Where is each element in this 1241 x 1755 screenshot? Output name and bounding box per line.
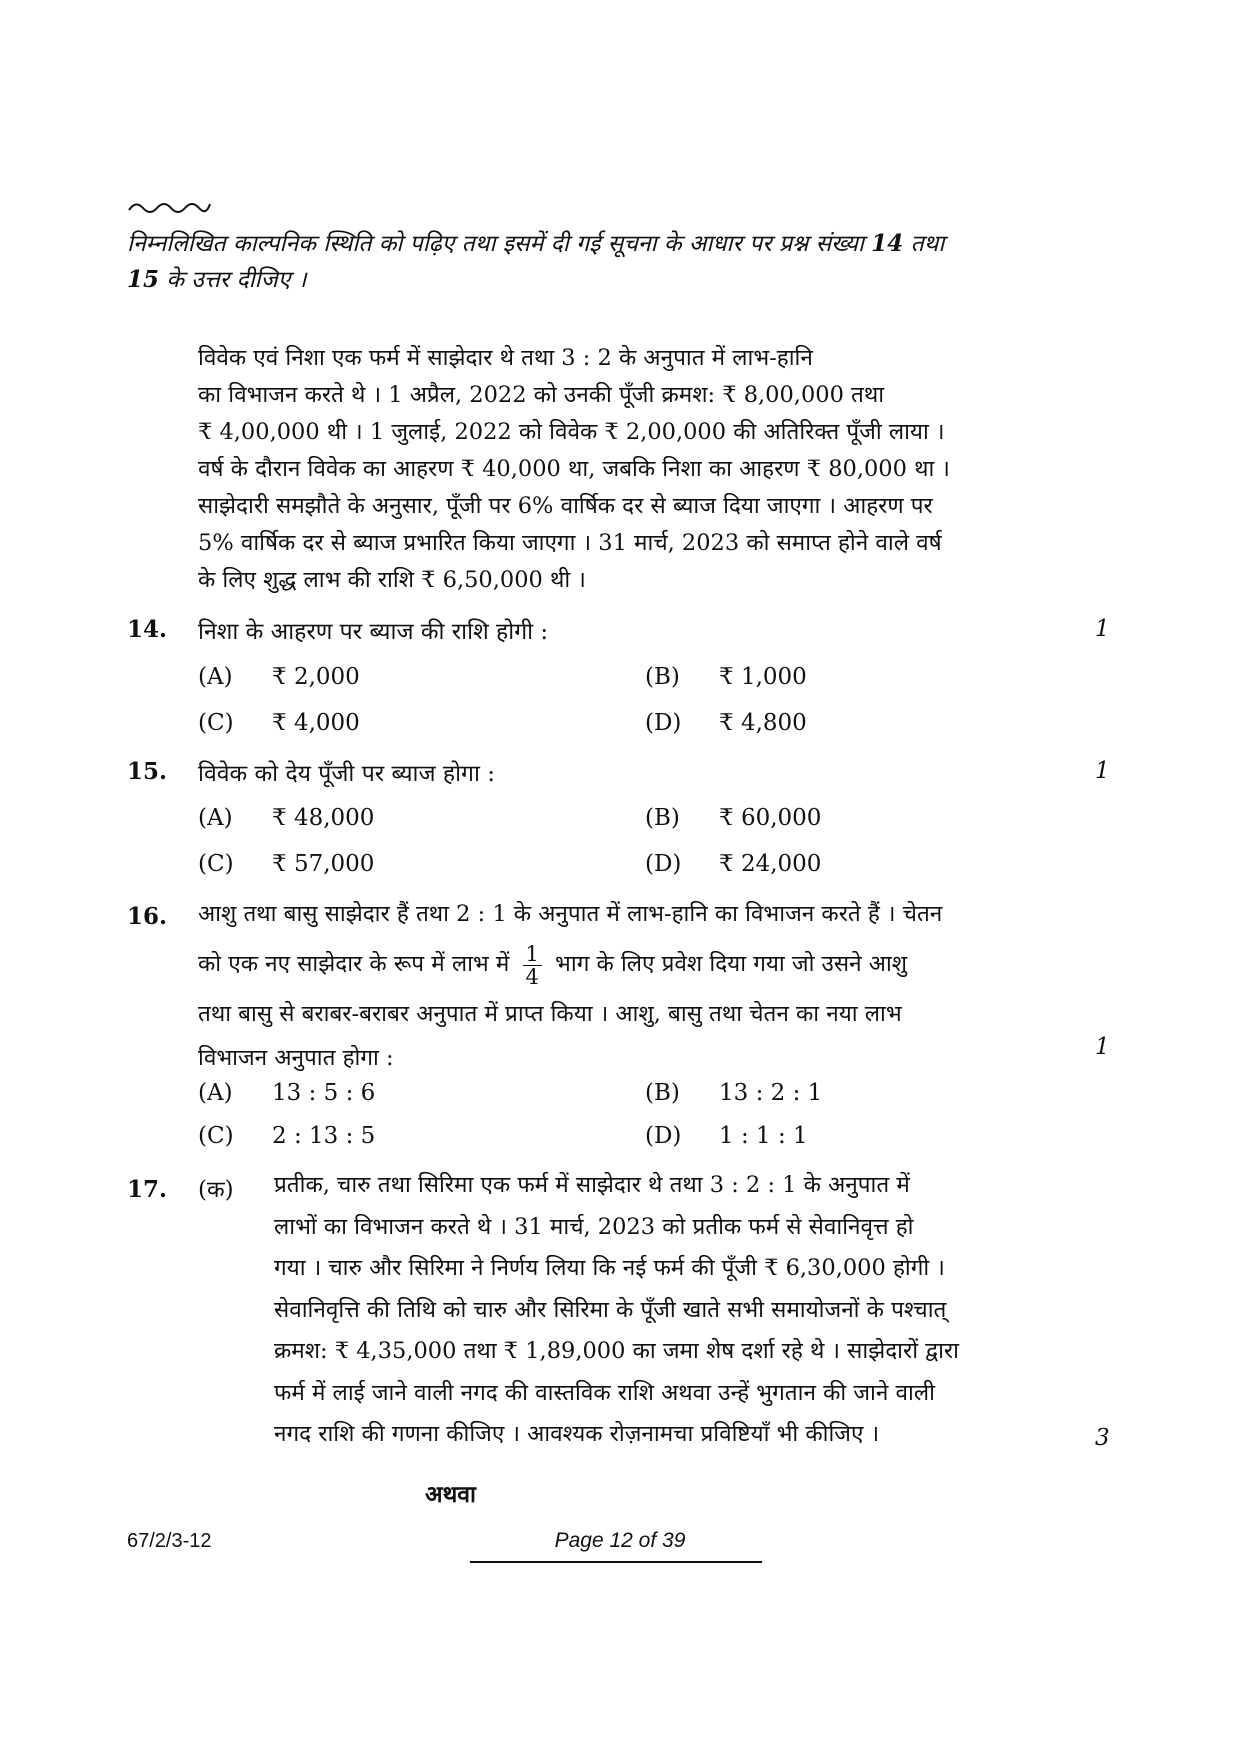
wave-ornament-icon (127, 196, 212, 218)
option-c: (C) ₹ 57,000 (198, 851, 375, 877)
page-number: Page 12 of 39 (554, 1529, 686, 1552)
passage-line: वर्ष के दौरान विवेक का आहरण ₹ 40,000 था, जबकि निशा का आहरण ₹ 80,000 था । (198, 456, 950, 482)
intro-q14-ref: 14 (871, 230, 904, 257)
option-d: (D) ₹ 24,000 (645, 851, 822, 877)
question-number: 16. (127, 903, 168, 930)
question-text: विवेक को देय पूँजी पर ब्याज होगा : (198, 761, 495, 787)
question-number: 14. (127, 616, 168, 643)
option-a: (A) 13 : 5 : 6 (198, 1080, 376, 1106)
footer-divider (470, 1561, 762, 1563)
sub-question-label: (क) (198, 1177, 234, 1203)
option-b: (B) ₹ 1,000 (645, 664, 807, 690)
intro-text-end: के उत्तर दीजिए । (159, 267, 307, 293)
passage-line: 5% वार्षिक दर से ब्याज प्रभारित किया जाएगा । 31 मार्च, 2023 को समाप्त होने वाले वर्ष (198, 530, 942, 556)
question-text (198, 892, 1050, 1080)
option-d: (D) ₹ 4,800 (645, 710, 807, 736)
fraction-one-fourth: $\frac{1}{4}$ (523, 943, 542, 988)
option-a: (A) ₹ 48,000 (198, 805, 375, 831)
passage-line: ₹ 4,00,000 थी । 1 जुलाई, 2022 को विवेक ₹ 2,00,000 की अतिरिक्त पूँजी लाया । (198, 419, 945, 445)
question-line: को एक नए साझेदार के रूप में लाभ में $\frac{1}{4}$ भाग के लिए प्रवेश दिया गया जो उसने आशु (198, 941, 908, 989)
marks: 1 (1095, 1034, 1110, 1060)
question-line: सेवानिवृत्ति की तिथि को चारु और सिरिमा के पूँजी खाते सभी समायोजनों के पश्चात् (274, 1296, 947, 1323)
case-passage (198, 340, 1050, 599)
option-c: (C) ₹ 4,000 (198, 710, 360, 736)
option-c: (C) 2 : 13 : 5 (198, 1123, 376, 1149)
question-line: क्रमश: ₹ 4,35,000 तथा ₹ 1,89,000 का जमा शेष दर्शा रहे थे । साझेदारों द्वारा (274, 1338, 959, 1364)
question-line: प्रतीक, चारु तथा सिरिमा एक फर्म में साझेदार थे तथा 3 : 2 : 1 के अनुपात में (274, 1172, 910, 1198)
question-line: गया । चारु और सिरिमा ने निर्णय लिया कि नई फर्म की पूँजी ₹ 6,30,000 होगी । (274, 1255, 945, 1281)
question-number: 15. (127, 758, 168, 785)
question-number: 17. (127, 1176, 168, 1203)
intro-instruction (127, 226, 1062, 298)
option-d: (D) 1 : 1 : 1 (645, 1123, 808, 1149)
marks: 1 (1095, 758, 1110, 784)
intro-text: निम्नलिखित काल्पनिक स्थिति को पढ़िए तथा इसमें दी गई सूचना के आधार पर प्रश्न संख्या (127, 231, 872, 257)
option-a: (A) ₹ 2,000 (198, 664, 360, 690)
question-text (274, 1165, 1050, 1456)
or-separator: अथवा (425, 1481, 477, 1508)
question-text: निशा के आहरण पर ब्याज की राशि होगी : (198, 619, 549, 645)
marks: 1 (1095, 616, 1110, 642)
option-b: (B) ₹ 60,000 (645, 805, 822, 831)
question-line: आशु तथा बासु साझेदार हैं तथा 2 : 1 के अनुपात में लाभ-हानि का विभाजन करते हैं । चेतन (198, 901, 943, 927)
passage-line: के लिए शुद्ध लाभ की राशि ₹ 6,50,000 थी । (198, 567, 586, 593)
question-line: लाभों का विभाजन करते थे । 31 मार्च, 2023 को प्रतीक फर्म से सेवानिवृत्त हो (274, 1213, 914, 1240)
question-line: नगद राशि की गणना कीजिए । आवश्यक रोज़नामचा प्रविष्टियाँ भी कीजिए । (274, 1421, 880, 1447)
intro-q15-ref: 15 (127, 266, 160, 293)
question-line: तथा बासु से बराबर-बराबर अनुपात में प्राप्त किया । आशु, बासु तथा चेतन का नया लाभ (198, 1001, 902, 1027)
passage-line: विवेक एवं निशा एक फर्म में साझेदार थे तथा 3 : 2 के अनुपात में लाभ-हानि (198, 345, 813, 371)
marks: 3 (1095, 1425, 1110, 1451)
question-line: विभाजन अनुपात होगा : (198, 1045, 394, 1071)
paper-code: 67/2/3-12 (127, 1530, 212, 1552)
passage-line: का विभाजन करते थे । 1 अप्रैल, 2022 को उनकी पूँजी क्रमश: ₹ 8,00,000 तथा (198, 382, 885, 408)
question-line: फर्म में लाई जाने वाली नगद की वास्तविक राशि अथवा उन्हें भुगतान की जाने वाली (274, 1379, 935, 1406)
passage-line: साझेदारी समझौते के अनुसार, पूँजी पर 6% वार्षिक दर से ब्याज दिया जाएगा । आहरण पर (198, 493, 933, 519)
intro-and: तथा (903, 231, 945, 257)
option-b: (B) 13 : 2 : 1 (645, 1080, 823, 1106)
